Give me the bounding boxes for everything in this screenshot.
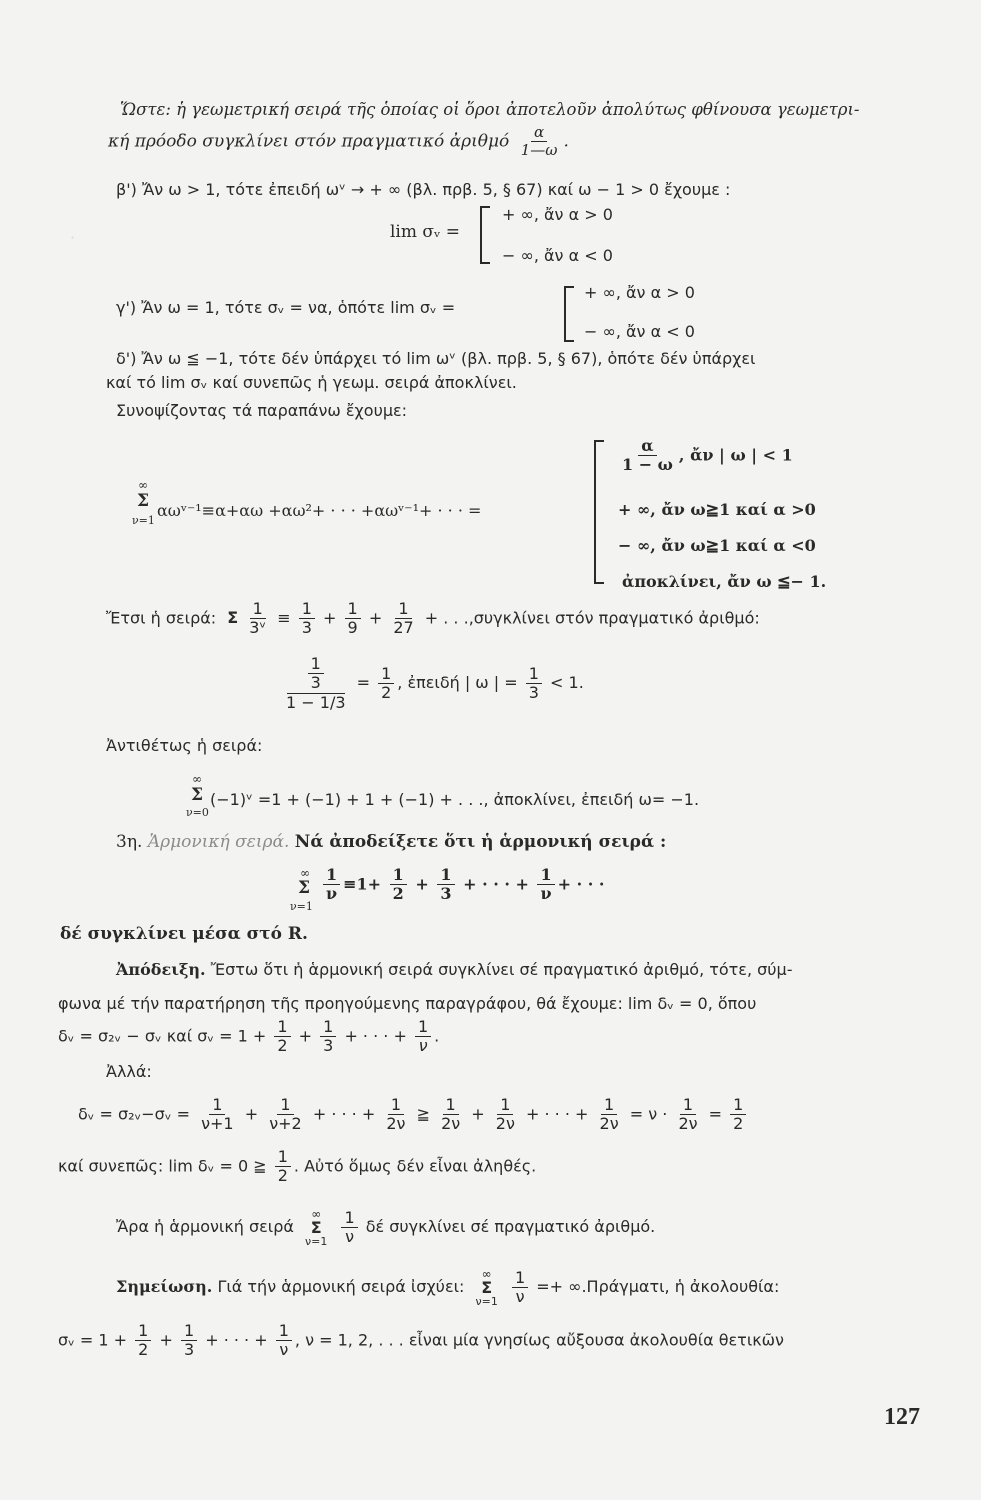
section-3-number: 3η.: [116, 832, 143, 852]
summary-intro: Συνοψίζοντας τά παραπάνω ἔχουμε:: [116, 401, 408, 420]
consequence-end: . Αὐτό ὅμως δέν εἶναι ἀληθές.: [293, 1156, 537, 1176]
fraction-numerator: 1: [181, 1322, 197, 1341]
example-1-line: Ἔτσι ἡ σειρά: Σ $\frac{1}{\text{3ᵛ}}$ ≡ $\frac{1}{3}$ + $\frac{1}{9}$ + $\frac{1}{27}$ + . . .,συγκλίνει στόν πραγματικό ἀριθμό:: [106, 599, 760, 638]
geq-sign: ≧: [416, 1104, 430, 1124]
summary-case-4: ἀποκλίνει, ἄν ω ≦− 1.: [622, 572, 827, 591]
equals-sign: =: [708, 1104, 723, 1124]
plus-sign: +: [415, 874, 429, 894]
half-fraction: [275, 1148, 291, 1186]
summary-brace: [594, 440, 604, 584]
example-2-upper: ∞: [192, 772, 202, 786]
harmonic-tail: + · · ·: [557, 874, 605, 894]
case-gamma-second: − ∞, ἄν α < 0: [584, 322, 695, 341]
example-2-sigma: Σ: [191, 785, 204, 805]
example-1-term-2: [345, 600, 361, 638]
summary-case-1-fraction: [619, 437, 676, 475]
fraction-denominator: 3ᵛ: [249, 618, 267, 638]
sum-expression: αωᵛ⁻¹≡α+αω +αω²+ · · · +αωᵛ⁻¹+ · · · =: [157, 501, 482, 520]
case-gamma-first: + ∞, ἄν α > 0: [584, 283, 695, 302]
plus-sign: +: [368, 608, 383, 628]
example-1-conclusion: + . . .,συγκλίνει στόν πραγματικό ἀριθμό:: [424, 608, 760, 628]
nu-factor: [675, 1096, 700, 1134]
fraction-numerator: 1: [135, 1322, 151, 1341]
fraction-numerator: α: [638, 437, 656, 456]
seq-term-3: [181, 1322, 197, 1360]
section-3-title: Ἁρμονική σειρά.: [147, 832, 290, 852]
fraction-denominator: 2: [381, 683, 392, 703]
fraction-denominator: ν: [326, 884, 338, 904]
fraction-denominator: 3: [323, 1036, 334, 1056]
ratio-fraction: [526, 665, 542, 703]
last-line-start: σᵥ = 1 +: [58, 1330, 128, 1350]
intro-line-1: Ὥστε: ἡ γεωμετρική σειρά τῆς ὁποίας οἱ ὅροι ἀποτελοῦν ἀπολύτως φθίνουσα γεωμετρι-: [120, 100, 860, 119]
partial-term-nu: [415, 1018, 431, 1056]
fraction-numerator: 1: [209, 1096, 225, 1115]
example-1-result: [280, 655, 584, 712]
sum-upper-limit: ∞: [138, 478, 148, 492]
fraction-numerator: 1: [276, 1322, 292, 1341]
case-delta-line-2: καί τό lim σᵥ καί συνεπῶς ἡ γεωμ. σειρά ἀποκλίνει.: [106, 373, 517, 392]
partial-term-3: [320, 1018, 336, 1056]
equals-sign: =: [356, 673, 371, 693]
ineq-term-last: [383, 1096, 408, 1134]
proof-line-2: φωνα μέ τήν παρατήρηση τῆς προηγούμενης παραγράφου, θά ἔχουμε: lim δᵥ = 0, ὅπου: [58, 994, 757, 1013]
intro-line-2-text: κή πρόοδο συγκλίνει στόν πραγματικό ἀριθμό: [108, 131, 510, 152]
partial-term-2: [274, 1018, 290, 1056]
fraction-numerator: 1: [537, 866, 554, 885]
summary-case-1: [616, 437, 793, 475]
fraction-numerator: 1: [437, 866, 454, 885]
equals-nu: = ν ·: [629, 1104, 668, 1124]
sigma-upper: ∞: [481, 1267, 492, 1281]
example-1-compound-fraction: [283, 655, 349, 712]
fraction-denominator: 1 − ω: [622, 455, 673, 475]
half-result: [730, 1096, 746, 1134]
last-line-end: , ν = 1, 2, . . . εἶναι μία γνησίως αὔξουσα ἀκολουθία θετικῶν: [294, 1330, 784, 1350]
proof-line-1: [116, 960, 792, 979]
intro-line-2: κή πρόοδο συγκλίνει στόν πραγματικό ἀριθμό $\frac{\alpha}{1—\omega}$ .: [108, 123, 569, 160]
fraction-denominator: 2: [392, 884, 404, 904]
partial-dots: + · · · +: [344, 1026, 407, 1046]
section-3-heading: [116, 832, 666, 852]
fraction-numerator: 1: [497, 1096, 513, 1115]
harmonic-term: [341, 1209, 357, 1247]
fraction-numerator: 1: [275, 1148, 291, 1167]
example-2-expression: (−1)ᵛ =1 + (−1) + 1 + (−1) + . . ., ἀποκλίνει, ἐπειδή ω= −1.: [210, 790, 700, 809]
fraction-numerator: 1: [415, 1018, 431, 1037]
fraction-denominator: 3: [310, 673, 321, 693]
plus-sign: +: [159, 1330, 173, 1350]
harmonic-term-2: [390, 866, 407, 904]
fraction-numerator: 1: [395, 600, 411, 619]
fraction-denominator: 2: [733, 1114, 744, 1134]
fraction-numerator: 1: [341, 1209, 357, 1228]
fraction-numerator: 1: [601, 1096, 617, 1115]
case-delta-line-1: δ') Ἄν ω ≦ −1, τότε δέν ὑπάρχει τό lim ωᵛ (βλ. πρβ. 5, § 67), ὁπότε δέν ὑπάρχει: [116, 349, 756, 368]
fraction-numerator: 1: [277, 1096, 293, 1115]
harmonic-claim: δέ συγκλίνει μέσα στό R.: [60, 924, 308, 944]
plus-sign: +: [298, 1026, 313, 1046]
fraction-numerator: 1: [443, 1096, 459, 1115]
compound-denominator: 1 − 1/3: [286, 692, 346, 712]
limit-fraction: [518, 124, 561, 160]
harmonic-sigma: Σ: [298, 878, 311, 898]
fraction-denominator: 2: [277, 1166, 288, 1186]
fraction-denominator: ν: [345, 1227, 355, 1246]
fraction-numerator: 1: [250, 600, 266, 619]
fraction-denominator: 2ν: [678, 1114, 698, 1134]
fraction-numerator: 1: [388, 1096, 404, 1115]
bound-dots: + · · · +: [526, 1104, 589, 1124]
harmonic-dots: + · · · +: [463, 874, 529, 894]
fraction-numerator: 1: [345, 600, 361, 619]
example-1-intro: Ἔτσι ἡ σειρά:: [106, 608, 217, 628]
summary-case-3: − ∞, ἄν ω≧1 καί α <0: [618, 536, 816, 555]
fraction-denominator: ν+2: [269, 1114, 302, 1134]
therefore-line: [116, 1208, 655, 1247]
contrast-line: Ἀντιθέτως ἡ σειρά:: [106, 736, 263, 755]
fraction-denominator: 9: [347, 618, 358, 638]
fraction-denominator: 2: [277, 1036, 288, 1056]
fraction-denominator: ν: [418, 1036, 428, 1056]
inequality-start: δᵥ = σ₂ᵥ−σᵥ =: [78, 1104, 190, 1124]
fraction-denominator: 3: [528, 683, 539, 703]
proof-label: Ἀπόδειξη.: [116, 960, 206, 979]
therefore-end: δέ συγκλίνει σέ πραγματικό ἀριθμό.: [365, 1217, 656, 1236]
case-gamma-brace: [564, 286, 574, 342]
inequality-line: [78, 1096, 749, 1134]
fraction-denominator: 3: [183, 1340, 195, 1360]
fraction-denominator: 2ν: [441, 1114, 461, 1134]
fraction-denominator: ν+1: [201, 1114, 234, 1134]
last-line: [58, 1322, 784, 1360]
ineq-dots: + · · · +: [312, 1104, 376, 1124]
ineq-term-2: [266, 1096, 305, 1134]
fraction-numerator: 1: [730, 1096, 746, 1115]
proof-line-1-text: Ἔστω ὅτι ἡ ἁρμονική σειρά συγκλίνει σέ πραγματικό ἀριθμό, τότε, σύμ-: [210, 960, 793, 979]
but-line: Ἀλλά:: [106, 1062, 152, 1081]
sum-lower-limit: ν=1: [132, 514, 155, 527]
summary-case-1-condition: , ἄν | ω | < 1: [678, 445, 793, 465]
fraction-numerator: α: [531, 124, 547, 142]
inner-fraction: [308, 655, 324, 693]
fraction-denominator: 2ν: [599, 1114, 619, 1134]
plus-sign: +: [471, 1104, 485, 1124]
ineq-term-1: [198, 1096, 237, 1134]
fraction-denominator: 3: [301, 618, 312, 638]
note-line: [116, 1268, 779, 1307]
example-1-term-3: [390, 600, 416, 638]
fraction-numerator: 1: [378, 665, 394, 684]
bound-term-2: [493, 1096, 518, 1134]
period: .: [434, 1026, 440, 1046]
harmonic-term-nu: [537, 866, 554, 904]
seq-dots: + · · · +: [205, 1330, 268, 1350]
example-1-term-general: [246, 600, 269, 638]
harmonic-term-general: [323, 866, 340, 904]
bleed-through-text: ·: [70, 228, 76, 247]
consequence-line: [58, 1148, 536, 1186]
plus-sign: +: [323, 608, 337, 628]
less-than-one: < 1.: [550, 673, 584, 693]
note-label: Σημείωση.: [116, 1277, 213, 1296]
note-sigma-block: [475, 1268, 497, 1307]
sigma-lower: ν=1: [475, 1295, 498, 1308]
note-text: Γιά τήν ἁρμονική σειρά ἰσχύει:: [217, 1277, 465, 1296]
harmonic-lower: ν=1: [290, 900, 313, 913]
section-3-statement: Νά ἀποδείξετε ὅτι ἡ ἁρμονική σειρά :: [294, 832, 667, 852]
harmonic-term-3: [437, 866, 454, 904]
case-beta-second: − ∞, ἄν α < 0: [502, 246, 613, 265]
harmonic-series: [320, 866, 604, 904]
sigma: Σ: [310, 1218, 322, 1237]
sigma-upper: ∞: [311, 1207, 322, 1221]
case-beta-first: + ∞, ἄν α > 0: [502, 205, 613, 224]
example-1-sigma: Σ: [227, 608, 239, 628]
consequence-text: καί συνεπῶς: lim δᵥ = 0 ≧: [58, 1156, 267, 1176]
plus-sign: +: [244, 1104, 259, 1124]
example-1-reason: , ἐπειδή | ω | =: [397, 673, 518, 693]
page-number: 127: [884, 1404, 920, 1430]
case-beta-brace: [480, 206, 490, 264]
example-1-term-1: [299, 600, 315, 638]
harmonic-term: [512, 1269, 528, 1307]
fraction-numerator: 1: [680, 1096, 696, 1115]
fraction-denominator: 3: [440, 884, 452, 904]
case-beta-line: β') Ἄν ω > 1, τότε ἐπειδή ωᵛ → + ∞ (βλ. πρβ. 5, § 67) καί ω − 1 > 0 ἔχουμε :: [116, 180, 731, 199]
harmonic-identity: ≡1+: [343, 874, 382, 894]
fraction-denominator: ν: [279, 1340, 289, 1360]
compound-numerator: [287, 655, 345, 694]
therefore-sigma-block: [305, 1208, 327, 1247]
fraction-denominator: ν: [540, 884, 552, 904]
fraction-numerator: 1: [512, 1269, 528, 1288]
proof-line-3: [58, 1018, 439, 1056]
sigma: Σ: [481, 1278, 493, 1297]
fraction-numerator: 1: [299, 600, 315, 619]
bound-term-last: [597, 1096, 622, 1134]
case-gamma-line: γ') Ἄν ω = 1, τότε σᵥ = να, ὁπότε lim σᵥ =: [116, 298, 456, 317]
fraction-denominator: 27: [393, 618, 414, 638]
sum-sigma: Σ: [137, 491, 150, 511]
fraction-numerator: 1: [308, 655, 324, 674]
summary-case-2: + ∞, ἄν ω≧1 καί α >0: [618, 500, 816, 519]
therefore-text: Ἄρα ἡ ἁρμονική σειρά: [116, 1217, 294, 1236]
fraction-numerator: 1: [323, 866, 340, 885]
seq-term-nu: [276, 1322, 292, 1360]
fraction-numerator: 1: [274, 1018, 290, 1037]
fraction-numerator: 1: [320, 1018, 336, 1037]
fraction-numerator: 1: [526, 665, 542, 684]
seq-term-2: [135, 1322, 151, 1360]
note-end: =+ ∞.Πράγματι, ἡ ἀκολουθία:: [536, 1277, 780, 1296]
fraction-numerator: 1: [390, 866, 407, 885]
proof-line-3-text: δᵥ = σ₂ᵥ − σᵥ καί σᵥ = 1 +: [58, 1026, 267, 1046]
example-1-value: [378, 665, 394, 703]
bound-term-1: [438, 1096, 463, 1134]
fraction-denominator: 2ν: [495, 1114, 515, 1134]
example-2-lower: ν=0: [186, 806, 209, 819]
fraction-denominator: 2: [138, 1340, 149, 1360]
fraction-denominator: 2ν: [386, 1114, 406, 1134]
fraction-denominator: 1—ω: [520, 141, 558, 160]
fraction-denominator: ν: [515, 1287, 525, 1306]
harmonic-upper: ∞: [300, 866, 310, 880]
case-beta-limit: lim σᵥ =: [390, 222, 460, 242]
sigma-lower: ν=1: [305, 1235, 328, 1248]
